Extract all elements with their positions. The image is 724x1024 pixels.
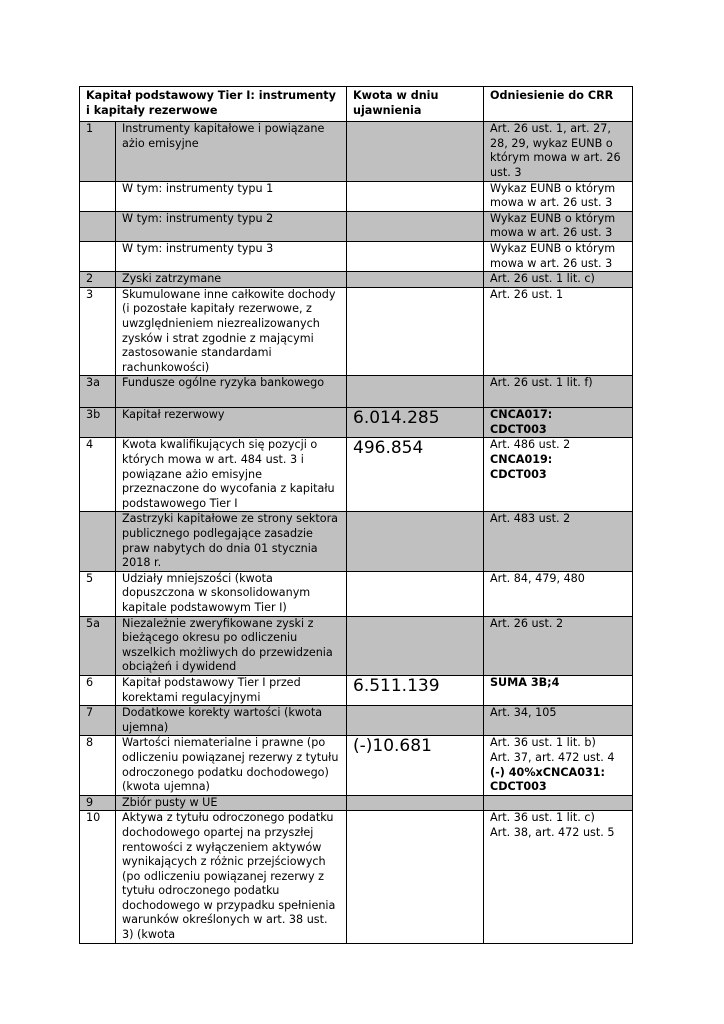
table-row bbox=[80, 512, 633, 571]
row-description: W tym: instrumenty typu 3 bbox=[116, 241, 347, 271]
row-amount: 6.511.139 bbox=[347, 675, 484, 705]
reference-line: Art. 26 ust. 1, art. 27, 28, 29, wykaz EUNB o którym mowa w art. 26 ust. 3 bbox=[490, 122, 621, 179]
row-description: W tym: instrumenty typu 2 bbox=[116, 211, 347, 241]
reference-line: Art. 37, art. 472 ust. 4 bbox=[490, 750, 615, 764]
row-reference bbox=[484, 736, 633, 795]
reference-line: Art. 26 ust. 1 lit. c) bbox=[490, 272, 595, 286]
row-amount bbox=[347, 706, 484, 736]
table-row bbox=[80, 211, 633, 241]
row-number: 4 bbox=[80, 438, 116, 512]
row-number bbox=[80, 512, 116, 571]
row-reference bbox=[484, 272, 633, 288]
reference-line: CDCT003 bbox=[490, 422, 547, 436]
row-description: Niezależnie zweryfikowane zyski z bieżącego okresu po odliczeniu wszelkich możliwych do przewidzenia obciążeń i dywidend bbox=[116, 616, 347, 675]
row-amount bbox=[347, 376, 484, 408]
row-description: Instrumenty kapitałowe i powiązane ażio emisyjne bbox=[116, 122, 347, 181]
reference-line: Art. 26 ust. 1 lit. f) bbox=[490, 376, 593, 390]
row-number: 3a bbox=[80, 376, 116, 408]
table-row bbox=[80, 287, 633, 376]
row-reference bbox=[484, 287, 633, 376]
row-number: 2 bbox=[80, 272, 116, 288]
row-number: 9 bbox=[80, 795, 116, 811]
row-description: Fundusze ogólne ryzyka bankowego bbox=[116, 376, 347, 408]
row-amount: (-)10.681 bbox=[347, 736, 484, 795]
row-number: 3 bbox=[80, 287, 116, 376]
row-description: W tym: instrumenty typu 1 bbox=[116, 181, 347, 211]
row-reference bbox=[484, 376, 633, 408]
header-amount: Kwota w dniu ujawnienia bbox=[347, 87, 484, 122]
row-amount bbox=[347, 811, 484, 943]
row-reference bbox=[484, 241, 633, 271]
header-crr-reference: Odniesienie do CRR bbox=[484, 87, 633, 122]
table-row bbox=[80, 241, 633, 271]
row-amount bbox=[347, 616, 484, 675]
row-number: 6 bbox=[80, 675, 116, 705]
header-tier1-capital: Kapitał podstawowy Tier I: instrumenty i kapitały rezerwowe bbox=[80, 87, 347, 122]
row-amount bbox=[347, 181, 484, 211]
row-amount bbox=[347, 512, 484, 571]
row-number: 8 bbox=[80, 736, 116, 795]
table-row bbox=[80, 675, 633, 705]
row-amount bbox=[347, 272, 484, 288]
own-funds-disclosure-table bbox=[79, 86, 633, 944]
row-number: 5a bbox=[80, 616, 116, 675]
reference-line: CDCT003 bbox=[490, 467, 547, 481]
row-description: Zastrzyki kapitałowe ze strony sektora publicznego podlegające zasadzie praw nabytych do dnia 01 stycznia 2018 r. bbox=[116, 512, 347, 571]
reference-line: Art. 84, 479, 480 bbox=[490, 571, 585, 585]
row-reference bbox=[484, 571, 633, 616]
row-reference bbox=[484, 616, 633, 675]
reference-line: Wykaz EUNB o którym mowa w art. 26 ust. 3 bbox=[490, 241, 616, 270]
row-amount bbox=[347, 287, 484, 376]
row-amount bbox=[347, 211, 484, 241]
table-row bbox=[80, 811, 633, 943]
row-description: Zbiór pusty w UE bbox=[116, 795, 347, 811]
row-reference bbox=[484, 675, 633, 705]
row-number bbox=[80, 211, 116, 241]
reference-line: Wykaz EUNB o którym mowa w art. 26 ust. 3 bbox=[490, 211, 616, 240]
reference-line: Art. 34, 105 bbox=[490, 706, 557, 720]
table-row bbox=[80, 376, 633, 408]
row-reference bbox=[484, 795, 633, 811]
row-number: 5 bbox=[80, 571, 116, 616]
row-description: Kapitał rezerwowy bbox=[116, 408, 347, 438]
row-description: Wartości niematerialne i prawne (po odliczeniu powiązanej rezerwy z tytułu odroczonego podatku dochodowego) (kwota ujemna) bbox=[116, 736, 347, 795]
reference-line: Art. 486 ust. 2 bbox=[490, 438, 571, 452]
table-row bbox=[80, 181, 633, 211]
row-description: Kapitał podstawowy Tier I przed korektami regulacyjnymi bbox=[116, 675, 347, 705]
row-amount: 6.014.285 bbox=[347, 408, 484, 438]
table-row bbox=[80, 736, 633, 795]
table-header-row bbox=[80, 87, 633, 122]
row-description: Skumulowane inne całkowite dochody (i pozostałe kapitały rezerwowe, z uwzględnieniem niezrealizowanych zysków i strat zgodnie z mającymi zastosowanie standardami rachunkowości) bbox=[116, 287, 347, 376]
row-number: 10 bbox=[80, 811, 116, 943]
row-description: Udziały mniejszości (kwota dopuszczona w skonsolidowanym kapitale podstawowym Tier I) bbox=[116, 571, 347, 616]
reference-line: Art. 36 ust. 1 lit. b) bbox=[490, 736, 596, 750]
row-reference bbox=[484, 811, 633, 943]
reference-line: Art. 26 ust. 1 bbox=[490, 287, 564, 301]
table-row bbox=[80, 122, 633, 181]
row-reference bbox=[484, 512, 633, 571]
table-row bbox=[80, 571, 633, 616]
table-row bbox=[80, 408, 633, 438]
reference-line: CNCA017: bbox=[490, 408, 553, 422]
row-reference bbox=[484, 438, 633, 512]
reference-line: Art. 36 ust. 1 lit. c) bbox=[490, 811, 595, 825]
reference-line: Art. 483 ust. 2 bbox=[490, 512, 571, 526]
reference-line: Wykaz EUNB o którym mowa w art. 26 ust. 3 bbox=[490, 181, 616, 210]
row-description: Dodatkowe korekty wartości (kwota ujemna) bbox=[116, 706, 347, 736]
table-row bbox=[80, 706, 633, 736]
row-amount bbox=[347, 122, 484, 181]
row-number bbox=[80, 181, 116, 211]
row-reference bbox=[484, 181, 633, 211]
table-row bbox=[80, 616, 633, 675]
row-description: Kwota kwalifikujących się pozycji o których mowa w art. 484 ust. 3 i powiązane ażio emisyjne przeznaczone do wycofania z kapitału podstawowego Tier I bbox=[116, 438, 347, 512]
row-reference bbox=[484, 122, 633, 181]
reference-line: CDCT003 bbox=[490, 780, 547, 794]
table-row bbox=[80, 272, 633, 288]
reference-line: Art. 38, art. 472 ust. 5 bbox=[490, 825, 615, 839]
row-description: Aktywa z tytułu odroczonego podatku dochodowego opartej na przyszłej rentowości z wyłączeniem aktywów wynikających z różnic przejściowych (po odliczeniu powiązanej rezerwy z tytułu odroczonego podatku dochodowego w przypadku spełnienia warunków określonych w art. 38 ust. 3) (kwota bbox=[116, 811, 347, 943]
row-amount bbox=[347, 241, 484, 271]
row-reference bbox=[484, 706, 633, 736]
row-amount bbox=[347, 571, 484, 616]
row-reference bbox=[484, 211, 633, 241]
row-amount: 496.854 bbox=[347, 438, 484, 512]
row-description: Zyski zatrzymane bbox=[116, 272, 347, 288]
row-number: 7 bbox=[80, 706, 116, 736]
reference-line: SUMA 3B;4 bbox=[490, 675, 560, 689]
row-amount bbox=[347, 795, 484, 811]
table-row bbox=[80, 795, 633, 811]
row-number: 3b bbox=[80, 408, 116, 438]
row-reference bbox=[484, 408, 633, 438]
table-row bbox=[80, 438, 633, 512]
reference-line: Art. 26 ust. 2 bbox=[490, 616, 564, 630]
row-number: 1 bbox=[80, 122, 116, 181]
reference-line: CNCA019: bbox=[490, 453, 553, 467]
reference-line: (-) 40%xCNCA031: bbox=[490, 765, 606, 779]
row-number bbox=[80, 241, 116, 271]
